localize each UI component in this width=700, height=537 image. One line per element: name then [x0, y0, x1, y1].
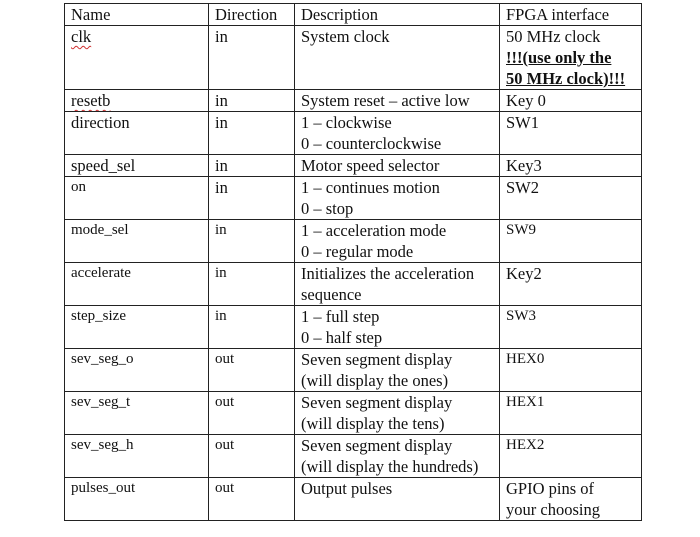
signal-name: resetb	[71, 91, 111, 110]
cell-direction: out	[209, 349, 295, 392]
fpga-line: Key 0	[506, 91, 546, 110]
cell-description	[295, 90, 500, 112]
cell-direction: in	[209, 112, 295, 155]
description-line: Seven segment display	[301, 350, 453, 369]
cell-direction: out	[209, 478, 295, 521]
fpga-line: GPIO pins of	[506, 479, 595, 498]
cell-fpga	[500, 112, 642, 155]
cell-fpga	[500, 177, 642, 220]
table-row	[65, 435, 642, 478]
fpga-line: your choosing	[506, 500, 600, 519]
cell-name	[65, 26, 209, 90]
fpga-line: SW2	[506, 178, 539, 197]
cell-fpga	[500, 263, 642, 306]
header-name: Name	[65, 4, 209, 26]
cell-description	[295, 263, 500, 306]
table-row	[65, 306, 642, 349]
signal-name: clk	[71, 27, 92, 46]
fpga-line: HEX2	[506, 437, 545, 453]
description-line: Seven segment display	[301, 393, 453, 412]
fpga-line: SW3	[506, 308, 536, 324]
cell-description	[295, 349, 500, 392]
cell-fpga	[500, 155, 642, 177]
table-row	[65, 90, 642, 112]
cell-description	[295, 220, 500, 263]
fpga-line: Key2	[506, 264, 542, 283]
cell-description	[295, 435, 500, 478]
cell-name: sev_seg_h	[65, 435, 209, 478]
description-line: 0 – half step	[301, 328, 383, 347]
description-line: (will display the hundreds)	[301, 457, 479, 476]
cell-name: direction	[65, 112, 209, 155]
table-row	[65, 155, 642, 177]
table-header-row	[65, 4, 642, 26]
header-description: Description	[295, 4, 500, 26]
fpga-line: HEX0	[506, 351, 545, 367]
cell-name: on	[65, 177, 209, 220]
cell-direction: in	[209, 26, 295, 90]
description-line: sequence	[301, 285, 362, 304]
description-line: 0 – stop	[301, 199, 354, 218]
fpga-warning-line: 50 MHz clock)!!!	[506, 69, 626, 88]
fpga-line: SW1	[506, 113, 539, 132]
table-row	[65, 177, 642, 220]
description-line: System reset – active low	[301, 91, 470, 110]
cell-description	[295, 392, 500, 435]
cell-description	[295, 478, 500, 521]
cell-fpga	[500, 306, 642, 349]
table-row	[65, 112, 642, 155]
fpga-line: 50 MHz clock	[506, 27, 601, 46]
description-line: 1 – continues motion	[301, 178, 440, 197]
fpga-line: Key3	[506, 156, 542, 175]
table-row	[65, 263, 642, 306]
cell-fpga	[500, 349, 642, 392]
cell-direction: in	[209, 263, 295, 306]
description-line: Seven segment display	[301, 436, 453, 455]
cell-description	[295, 112, 500, 155]
description-line: System clock	[301, 27, 390, 46]
fpga-line: HEX1	[506, 394, 545, 410]
cell-name: speed_sel	[65, 155, 209, 177]
cell-fpga	[500, 220, 642, 263]
cell-direction: out	[209, 435, 295, 478]
cell-description	[295, 177, 500, 220]
cell-description	[295, 155, 500, 177]
description-line: 1 – acceleration mode	[301, 221, 447, 240]
cell-name: accelerate	[65, 263, 209, 306]
cell-direction: in	[209, 90, 295, 112]
cell-name: sev_seg_o	[65, 349, 209, 392]
description-line: (will display the tens)	[301, 414, 445, 433]
cell-name: pulses_out	[65, 478, 209, 521]
fpga-line: SW9	[506, 222, 536, 238]
cell-fpga	[500, 26, 642, 90]
cell-direction: out	[209, 392, 295, 435]
description-line: 1 – clockwise	[301, 113, 392, 132]
signal-table	[64, 3, 642, 521]
fpga-warning-line: !!!(use only the	[506, 48, 612, 67]
cell-direction: in	[209, 306, 295, 349]
cell-direction: in	[209, 155, 295, 177]
description-line: Motor speed selector	[301, 156, 440, 175]
cell-fpga	[500, 90, 642, 112]
cell-name	[65, 90, 209, 112]
cell-description	[295, 306, 500, 349]
header-fpga-interface: FPGA interface	[500, 4, 642, 26]
cell-fpga	[500, 392, 642, 435]
description-line: 0 – regular mode	[301, 242, 414, 261]
cell-direction: in	[209, 177, 295, 220]
cell-name: mode_sel	[65, 220, 209, 263]
description-line: Output pulses	[301, 479, 393, 498]
table-row	[65, 220, 642, 263]
table-row	[65, 26, 642, 90]
cell-fpga	[500, 435, 642, 478]
table-row	[65, 478, 642, 521]
cell-description	[295, 26, 500, 90]
table-row	[65, 392, 642, 435]
description-line: (will display the ones)	[301, 371, 449, 390]
cell-name: sev_seg_t	[65, 392, 209, 435]
description-line: 0 – counterclockwise	[301, 134, 442, 153]
cell-direction: in	[209, 220, 295, 263]
cell-fpga	[500, 478, 642, 521]
header-direction: Direction	[209, 4, 295, 26]
cell-name: step_size	[65, 306, 209, 349]
table-row	[65, 349, 642, 392]
description-line: 1 – full step	[301, 307, 380, 326]
description-line: Initializes the acceleration	[301, 264, 475, 283]
